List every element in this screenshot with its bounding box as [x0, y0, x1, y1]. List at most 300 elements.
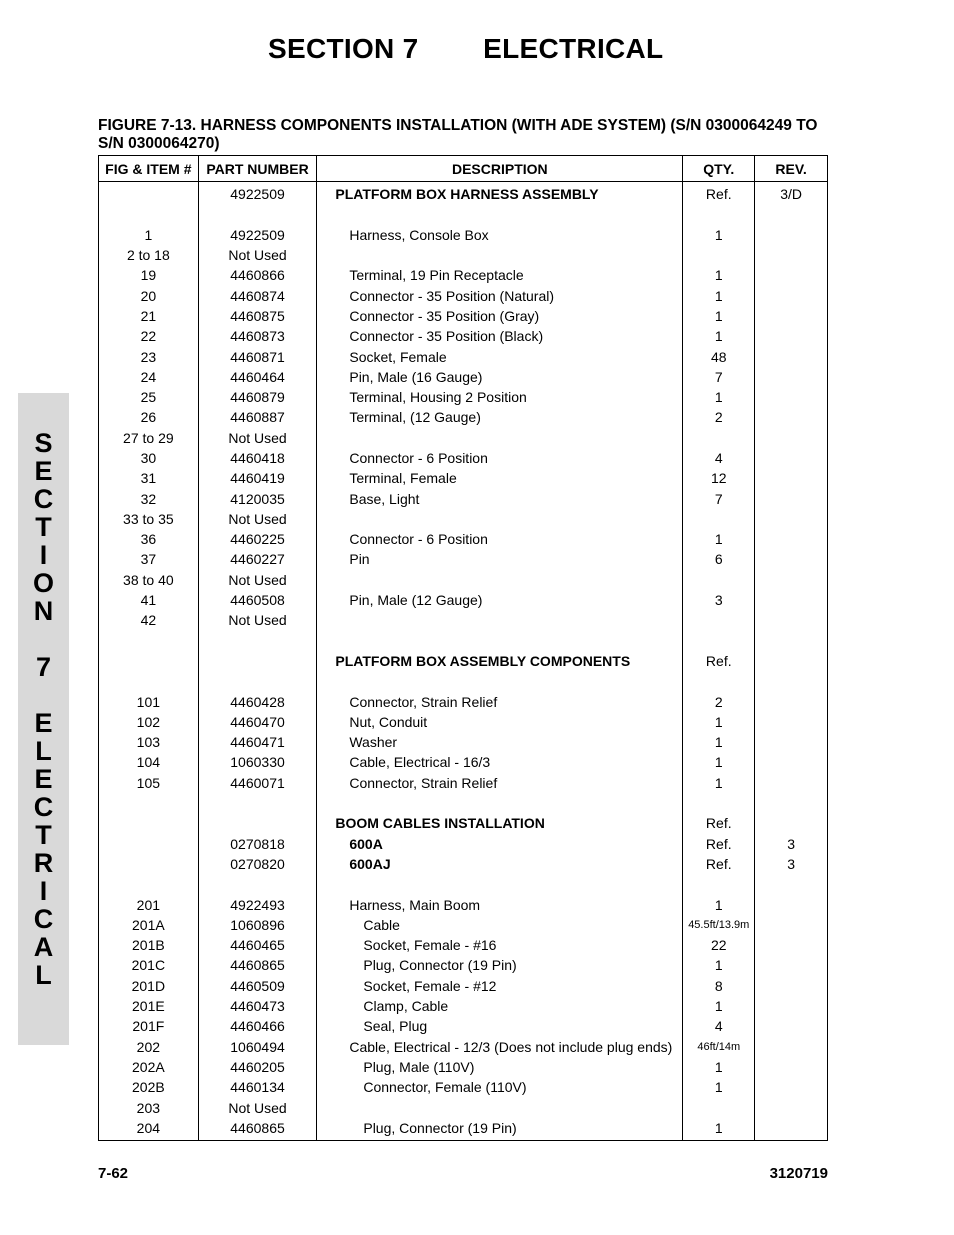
cell-part-number — [198, 874, 317, 894]
table-row — [99, 367, 828, 387]
table-row — [99, 265, 828, 285]
cell-part-number: 4460865 — [198, 955, 317, 975]
cell-rev — [755, 285, 828, 305]
cell-qty: 1 — [683, 306, 755, 326]
cell-rev — [755, 1118, 828, 1141]
cell-description: 600A — [317, 834, 683, 854]
cell-description: Nut, Conduit — [317, 712, 683, 732]
table-row — [99, 428, 828, 448]
cell-fig-item: 22 — [99, 326, 199, 346]
cell-fig-item: 204 — [99, 1118, 199, 1141]
cell-description: Connector - 35 Position (Gray) — [317, 306, 683, 326]
cell-rev: 3/D — [755, 182, 828, 205]
cell-rev — [755, 367, 828, 387]
cell-fig-item: 24 — [99, 367, 199, 387]
cell-fig-item: 30 — [99, 448, 199, 468]
cell-description: Cable, Electrical - 12/3 (Does not include plug ends) — [317, 1036, 683, 1056]
side-tab-letter: A — [33, 932, 54, 962]
cell-qty: 1 — [683, 955, 755, 975]
section-title: SECTION 7 ELECTRICAL — [268, 33, 664, 64]
cell-qty: 1 — [683, 265, 755, 285]
cell-part-number: 4922509 — [198, 225, 317, 245]
header-part-number: PART NUMBER — [198, 156, 317, 182]
table-row — [99, 306, 828, 326]
cell-part-number: 4460866 — [198, 265, 317, 285]
cell-fig-item — [99, 813, 199, 833]
cell-part-number — [198, 671, 317, 691]
cell-rev — [755, 996, 828, 1016]
table-row — [99, 712, 828, 732]
cell-qty: 1 — [683, 1057, 755, 1077]
table-row — [99, 834, 828, 854]
cell-part-number: 4460473 — [198, 996, 317, 1016]
parts-table — [98, 155, 828, 1141]
cell-qty: 1 — [683, 1077, 755, 1097]
cell-rev — [755, 1016, 828, 1036]
table-row — [99, 182, 828, 205]
cell-rev — [755, 265, 828, 285]
cell-rev — [755, 204, 828, 224]
cell-rev: 3 — [755, 854, 828, 874]
cell-part-number: 4460879 — [198, 387, 317, 407]
cell-qty: 46ft/14m — [683, 1036, 755, 1056]
cell-qty: 1 — [683, 752, 755, 772]
cell-qty: 1 — [683, 732, 755, 752]
table-row — [99, 590, 828, 610]
table-row — [99, 529, 828, 549]
table-row — [99, 1057, 828, 1077]
header-fig-item: FIG & ITEM # — [99, 156, 199, 182]
table-row — [99, 225, 828, 245]
cell-part-number: 4460134 — [198, 1077, 317, 1097]
table-row — [99, 1016, 828, 1036]
cell-fig-item: 37 — [99, 549, 199, 569]
cell-description: Harness, Console Box — [317, 225, 683, 245]
cell-rev — [755, 428, 828, 448]
side-tab-letter: R — [33, 848, 54, 878]
table-row — [99, 549, 828, 569]
cell-rev — [755, 610, 828, 630]
cell-description — [317, 245, 683, 265]
cell-qty: 1 — [683, 326, 755, 346]
cell-rev — [755, 529, 828, 549]
cell-description — [317, 631, 683, 651]
cell-part-number: 4922493 — [198, 894, 317, 914]
cell-qty: 2 — [683, 691, 755, 711]
cell-fig-item: 33 to 35 — [99, 509, 199, 529]
table-row — [99, 448, 828, 468]
cell-qty: 6 — [683, 549, 755, 569]
table-row — [99, 204, 828, 224]
cell-fig-item: 201E — [99, 996, 199, 1016]
cell-qty: 1 — [683, 387, 755, 407]
cell-qty: 1 — [683, 285, 755, 305]
cell-fig-item — [99, 834, 199, 854]
cell-description — [317, 671, 683, 691]
side-tab-letter: E — [34, 708, 53, 738]
side-tab-letter: E — [34, 764, 53, 794]
cell-description: Cable, Electrical - 16/3 — [317, 752, 683, 772]
cell-rev — [755, 915, 828, 935]
cell-fig-item: 32 — [99, 488, 199, 508]
cell-rev — [755, 732, 828, 752]
cell-rev — [755, 955, 828, 975]
table-row — [99, 813, 828, 833]
cell-description: Socket, Female — [317, 346, 683, 366]
cell-rev — [755, 773, 828, 793]
cell-part-number: 4460873 — [198, 326, 317, 346]
cell-fig-item — [99, 793, 199, 813]
cell-rev — [755, 752, 828, 772]
cell-fig-item: 102 — [99, 712, 199, 732]
cell-fig-item — [99, 182, 199, 205]
table-row — [99, 326, 828, 346]
cell-fig-item: 201D — [99, 976, 199, 996]
cell-part-number: Not Used — [198, 245, 317, 265]
table-row — [99, 285, 828, 305]
cell-fig-item: 20 — [99, 285, 199, 305]
cell-rev — [755, 590, 828, 610]
document-number: 3120719 — [769, 1165, 828, 1182]
table-row — [99, 894, 828, 914]
table-row — [99, 346, 828, 366]
table-row — [99, 671, 828, 691]
cell-description: Socket, Female - #16 — [317, 935, 683, 955]
cell-fig-item: 19 — [99, 265, 199, 285]
cell-description: Cable — [317, 915, 683, 935]
cell-description: Clamp, Cable — [317, 996, 683, 1016]
cell-rev — [755, 245, 828, 265]
cell-fig-item: 31 — [99, 468, 199, 488]
cell-qty: Ref. — [683, 182, 755, 205]
cell-description: Connector - 6 Position — [317, 529, 683, 549]
cell-description: Connector - 35 Position (Black) — [317, 326, 683, 346]
cell-rev — [755, 225, 828, 245]
cell-part-number: 4120035 — [198, 488, 317, 508]
cell-rev — [755, 407, 828, 427]
cell-fig-item: 202B — [99, 1077, 199, 1097]
cell-fig-item: 41 — [99, 590, 199, 610]
cell-qty: 4 — [683, 448, 755, 468]
cell-rev — [755, 448, 828, 468]
side-tab-letter: E — [34, 456, 53, 486]
cell-description — [317, 428, 683, 448]
side-tab-letter: 7 — [35, 652, 52, 682]
cell-part-number: Not Used — [198, 610, 317, 630]
cell-fig-item — [99, 631, 199, 651]
cell-qty — [683, 1097, 755, 1117]
cell-qty: 1 — [683, 773, 755, 793]
cell-qty: 2 — [683, 407, 755, 427]
cell-part-number — [198, 793, 317, 813]
cell-rev — [755, 691, 828, 711]
cell-part-number: Not Used — [198, 570, 317, 590]
page-number: 7-62 — [98, 1165, 129, 1182]
cell-rev — [755, 671, 828, 691]
cell-rev — [755, 874, 828, 894]
cell-qty: 1 — [683, 529, 755, 549]
cell-qty: 22 — [683, 935, 755, 955]
cell-qty — [683, 631, 755, 651]
cell-rev — [755, 793, 828, 813]
cell-description: Terminal, 19 Pin Receptacle — [317, 265, 683, 285]
cell-qty: 1 — [683, 894, 755, 914]
cell-fig-item: 201F — [99, 1016, 199, 1036]
cell-description: Plug, Connector (19 Pin) — [317, 1118, 683, 1141]
cell-fig-item: 201 — [99, 894, 199, 914]
cell-description: Connector, Strain Relief — [317, 691, 683, 711]
cell-description: 600AJ — [317, 854, 683, 874]
cell-rev — [755, 894, 828, 914]
cell-part-number: Not Used — [198, 509, 317, 529]
cell-description — [317, 509, 683, 529]
cell-rev — [755, 1036, 828, 1056]
side-tab-letter: L — [35, 960, 52, 990]
cell-part-number: 0270820 — [198, 854, 317, 874]
cell-description: Pin, Male (16 Gauge) — [317, 367, 683, 387]
cell-rev — [755, 346, 828, 366]
cell-fig-item: 36 — [99, 529, 199, 549]
side-tab-letter: T — [35, 512, 52, 542]
cell-rev — [755, 468, 828, 488]
cell-qty — [683, 874, 755, 894]
cell-description: Terminal, Housing 2 Position — [317, 387, 683, 407]
cell-part-number: 1060494 — [198, 1036, 317, 1056]
cell-fig-item: 105 — [99, 773, 199, 793]
cell-rev — [755, 509, 828, 529]
side-tab-letter: C — [33, 792, 54, 822]
cell-fig-item: 201A — [99, 915, 199, 935]
cell-part-number — [198, 204, 317, 224]
cell-part-number — [198, 631, 317, 651]
cell-rev — [755, 1057, 828, 1077]
cell-qty: 1 — [683, 1118, 755, 1141]
table-row — [99, 854, 828, 874]
table-row — [99, 245, 828, 265]
cell-qty: 1 — [683, 712, 755, 732]
cell-qty: 12 — [683, 468, 755, 488]
cell-fig-item — [99, 874, 199, 894]
table-row — [99, 488, 828, 508]
cell-description — [317, 570, 683, 590]
cell-qty — [683, 428, 755, 448]
cell-part-number: 4460470 — [198, 712, 317, 732]
table-row — [99, 793, 828, 813]
cell-description: PLATFORM BOX ASSEMBLY COMPONENTS — [317, 651, 683, 671]
table-row — [99, 1077, 828, 1097]
side-tab-letter: I — [39, 540, 48, 570]
cell-qty: Ref. — [683, 834, 755, 854]
cell-part-number: Not Used — [198, 428, 317, 448]
cell-description: Harness, Main Boom — [317, 894, 683, 914]
cell-qty: 45.5ft/13.9m — [683, 915, 755, 935]
cell-part-number — [198, 651, 317, 671]
table-row — [99, 610, 828, 630]
cell-qty: 1 — [683, 996, 755, 1016]
cell-part-number: 4460071 — [198, 773, 317, 793]
cell-description: Pin — [317, 549, 683, 569]
table-row — [99, 651, 828, 671]
cell-part-number: 4460419 — [198, 468, 317, 488]
cell-fig-item: 21 — [99, 306, 199, 326]
table-row — [99, 509, 828, 529]
cell-qty — [683, 204, 755, 224]
cell-description: Connector, Female (110V) — [317, 1077, 683, 1097]
header-description: DESCRIPTION — [317, 156, 683, 182]
table-row — [99, 691, 828, 711]
side-tab-letter: C — [33, 484, 54, 514]
cell-qty — [683, 793, 755, 813]
cell-fig-item: 103 — [99, 732, 199, 752]
cell-rev — [755, 651, 828, 671]
cell-rev — [755, 387, 828, 407]
parts-table-body — [99, 182, 828, 1141]
cell-part-number: 4460466 — [198, 1016, 317, 1036]
cell-description: Seal, Plug — [317, 1016, 683, 1036]
cell-fig-item: 42 — [99, 610, 199, 630]
cell-fig-item: 27 to 29 — [99, 428, 199, 448]
cell-fig-item: 202 — [99, 1036, 199, 1056]
table-row — [99, 752, 828, 772]
cell-qty — [683, 509, 755, 529]
cell-fig-item: 1 — [99, 225, 199, 245]
cell-description: Plug, Connector (19 Pin) — [317, 955, 683, 975]
table-row — [99, 570, 828, 590]
cell-fig-item: 104 — [99, 752, 199, 772]
cell-fig-item: 201B — [99, 935, 199, 955]
section-side-tab — [18, 393, 69, 1045]
cell-description: Socket, Female - #12 — [317, 976, 683, 996]
table-row — [99, 1036, 828, 1056]
cell-qty — [683, 610, 755, 630]
cell-description: Washer — [317, 732, 683, 752]
side-tab-letter: L — [35, 736, 52, 766]
cell-description — [317, 204, 683, 224]
cell-part-number: 4460465 — [198, 935, 317, 955]
cell-description: Connector - 35 Position (Natural) — [317, 285, 683, 305]
cell-fig-item — [99, 854, 199, 874]
cell-rev — [755, 326, 828, 346]
cell-rev — [755, 631, 828, 651]
table-row — [99, 935, 828, 955]
table-row — [99, 915, 828, 935]
cell-part-number: Not Used — [198, 1097, 317, 1117]
table-row — [99, 387, 828, 407]
cell-part-number: 4460205 — [198, 1057, 317, 1077]
cell-fig-item: 23 — [99, 346, 199, 366]
cell-qty: 1 — [683, 225, 755, 245]
header-rev: REV. — [755, 156, 828, 182]
cell-fig-item: 101 — [99, 691, 199, 711]
cell-description: Base, Light — [317, 488, 683, 508]
cell-part-number: 4460874 — [198, 285, 317, 305]
cell-description — [317, 1097, 683, 1117]
cell-part-number: 0270818 — [198, 834, 317, 854]
cell-fig-item: 25 — [99, 387, 199, 407]
cell-rev — [755, 1077, 828, 1097]
cell-qty: Ref. — [683, 651, 755, 671]
cell-qty: 4 — [683, 1016, 755, 1036]
table-header-row — [99, 156, 828, 182]
cell-rev — [755, 488, 828, 508]
cell-qty: 7 — [683, 367, 755, 387]
cell-qty — [683, 570, 755, 590]
cell-qty — [683, 245, 755, 265]
cell-rev — [755, 549, 828, 569]
side-tab-letter: C — [33, 904, 54, 934]
cell-qty: 8 — [683, 976, 755, 996]
side-tab-letter: N — [33, 596, 54, 626]
cell-description: Plug, Male (110V) — [317, 1057, 683, 1077]
cell-description: Connector - 6 Position — [317, 448, 683, 468]
cell-part-number: 4460887 — [198, 407, 317, 427]
cell-part-number: 4460418 — [198, 448, 317, 468]
cell-rev: 3 — [755, 834, 828, 854]
cell-part-number: 4460875 — [198, 306, 317, 326]
cell-qty: 7 — [683, 488, 755, 508]
cell-description: Pin, Male (12 Gauge) — [317, 590, 683, 610]
cell-description: BOOM CABLES INSTALLATION — [317, 813, 683, 833]
cell-description — [317, 874, 683, 894]
side-tab-letters — [18, 429, 69, 989]
cell-rev — [755, 935, 828, 955]
cell-qty: 3 — [683, 590, 755, 610]
figure-title: FIGURE 7-13. HARNESS COMPONENTS INSTALLATION (WITH ADE SYSTEM) (S/N 0300064249 TO S/N 0300064270) — [98, 117, 818, 152]
table-row — [99, 996, 828, 1016]
cell-description: Terminal, Female — [317, 468, 683, 488]
cell-fig-item: 38 to 40 — [99, 570, 199, 590]
cell-rev — [755, 306, 828, 326]
cell-part-number: 4460509 — [198, 976, 317, 996]
cell-fig-item — [99, 671, 199, 691]
cell-qty: Ref. — [683, 854, 755, 874]
table-row — [99, 874, 828, 894]
cell-part-number: 4460428 — [198, 691, 317, 711]
side-tab-letter: I — [39, 876, 48, 906]
side-tab-letter — [18, 625, 69, 653]
cell-part-number: 4460225 — [198, 529, 317, 549]
cell-part-number: 4460464 — [198, 367, 317, 387]
side-tab-letter: T — [35, 820, 52, 850]
cell-fig-item: 201C — [99, 955, 199, 975]
table-row — [99, 1118, 828, 1141]
table-row — [99, 732, 828, 752]
cell-description — [317, 793, 683, 813]
cell-part-number: 1060330 — [198, 752, 317, 772]
cell-description — [317, 610, 683, 630]
table-row — [99, 1097, 828, 1117]
cell-description: Terminal, (12 Gauge) — [317, 407, 683, 427]
table-row — [99, 468, 828, 488]
cell-part-number: 1060896 — [198, 915, 317, 935]
side-tab-letter: O — [32, 568, 54, 598]
cell-part-number — [198, 813, 317, 833]
cell-rev — [755, 712, 828, 732]
cell-rev — [755, 1097, 828, 1117]
cell-fig-item: 203 — [99, 1097, 199, 1117]
table-row — [99, 955, 828, 975]
cell-part-number: 4460865 — [198, 1118, 317, 1141]
table-row — [99, 631, 828, 651]
cell-rev — [755, 976, 828, 996]
cell-fig-item — [99, 204, 199, 224]
side-tab-letter: S — [34, 428, 53, 458]
cell-part-number: 4460871 — [198, 346, 317, 366]
cell-fig-item: 2 to 18 — [99, 245, 199, 265]
table-row — [99, 976, 828, 996]
cell-rev — [755, 813, 828, 833]
table-row — [99, 407, 828, 427]
